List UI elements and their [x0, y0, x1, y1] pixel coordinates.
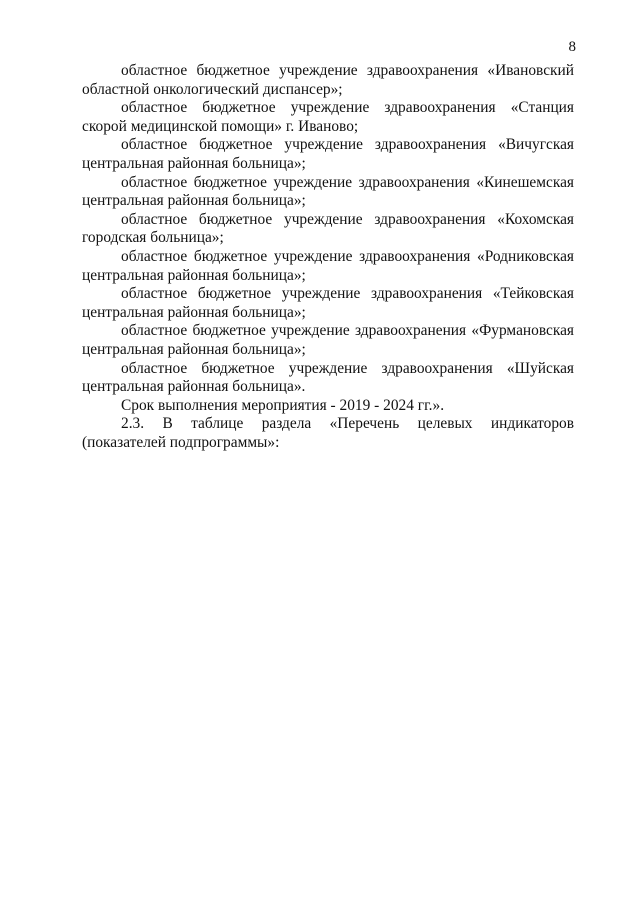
paragraph-section-2-3: 2.3. В таблице раздела «Перечень целевых индикаторов (показателей подпрограммы»: [82, 415, 574, 451]
paragraph-institution-furmanov-hospital: областное бюджетное учреждение здравоохранения «Фурмановская центральная районная больница»; [82, 322, 574, 358]
paragraph-institution-teykovo-hospital: областное бюджетное учреждение здравоохранения «Тейковская центральная районная больница»; [82, 285, 574, 321]
paragraph-institution-vichuga-hospital: областное бюджетное учреждение здравоохранения «Вичугская центральная районная больница»; [82, 136, 574, 172]
paragraph-institution-kokhma-hospital: областное бюджетное учреждение здравоохранения «Кохомская городская больница»; [82, 210, 574, 247]
paragraph-institution-ivanovo-oncology: областное бюджетное учреждение здравоохранения «Ивановский областной онкологический диспансер»; [82, 62, 574, 98]
paragraph-institution-kineshma-hospital: областное бюджетное учреждение здравоохранения «Кинешемская центральная районная больница»; [82, 173, 574, 210]
document-body [82, 62, 574, 452]
page-number: 8 [568, 39, 576, 55]
paragraph-institution-ambulance-station: областное бюджетное учреждение здравоохранения «Станция скорой медицинской помощи» г. Иваново; [82, 99, 574, 135]
paragraph-institution-shuya-hospital: областное бюджетное учреждение здравоохранения «Шуйская центральная районная больница». [82, 359, 574, 396]
paragraph-completion-period: Срок выполнения мероприятия - 2019 - 2024 гг.». [121, 396, 445, 414]
paragraph-institution-rodniki-hospital: областное бюджетное учреждение здравоохранения «Родниковская центральная районная больница»; [82, 247, 574, 284]
